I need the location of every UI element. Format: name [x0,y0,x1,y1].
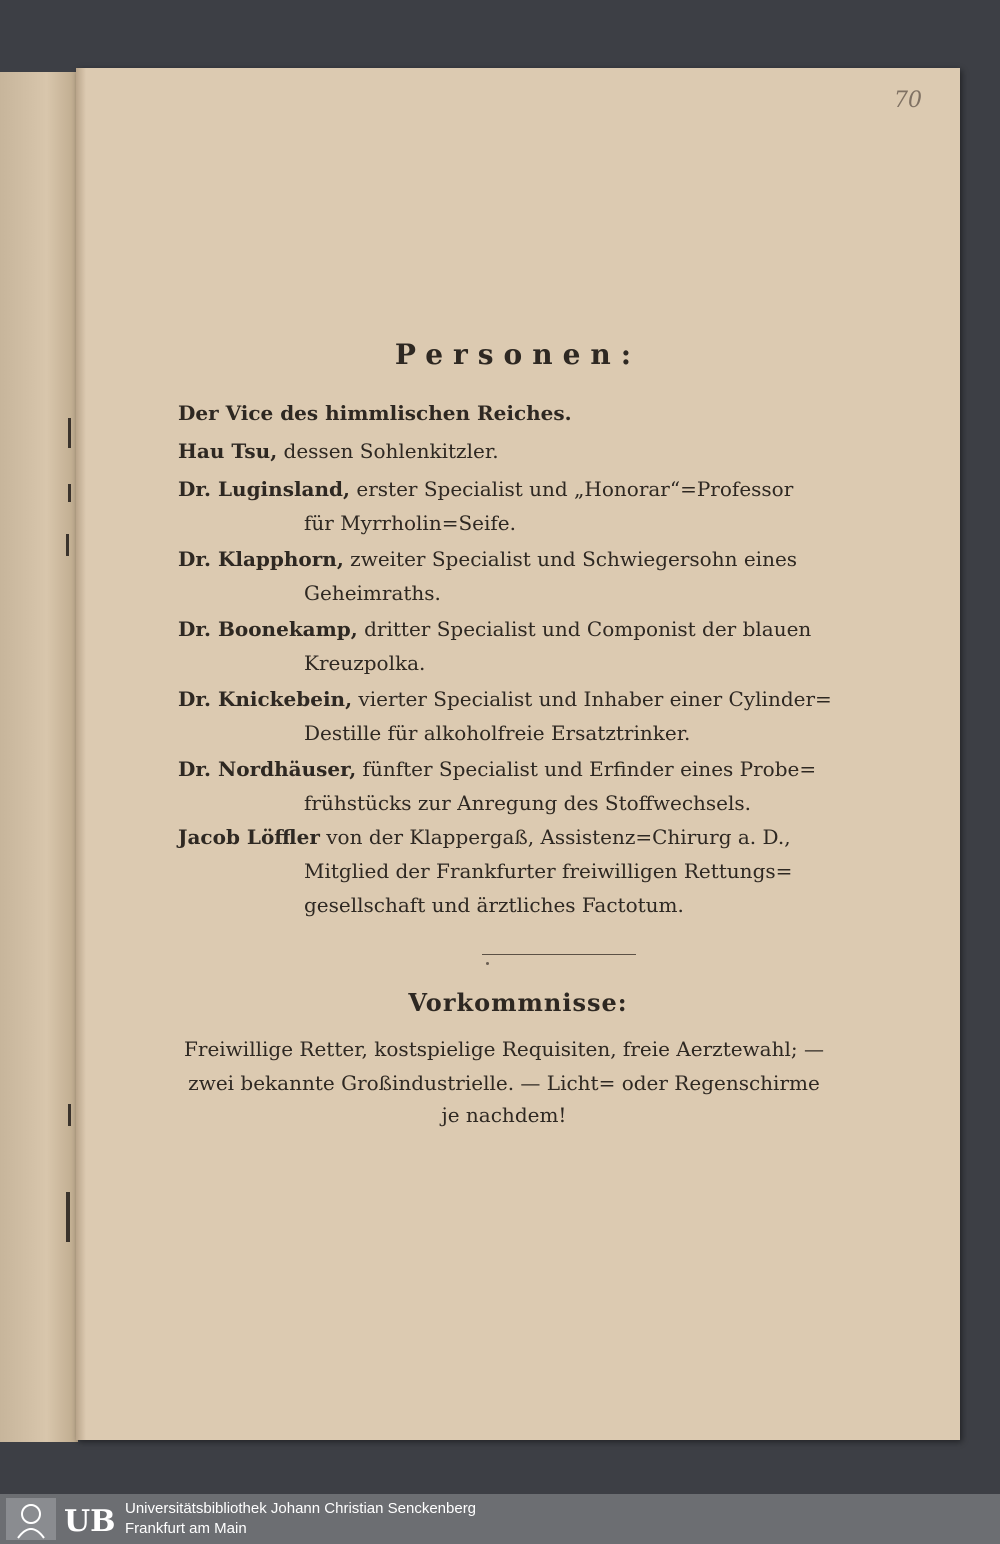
divider-dot [486,962,489,965]
binding-mark [68,484,71,502]
cast-line-continuation: Mitglied der Frankfurter freiwilligen Rettungs= [304,859,793,883]
vorkommnisse-line: je nachdem! [441,1103,567,1127]
binding-mark [68,418,71,448]
binding-mark [68,1104,71,1126]
footer-line-2: Frankfurt am Main [125,1520,247,1537]
cast-line-continuation: Destille für alkoholfreie Ersatztrinker. [304,721,691,745]
library-footer [0,1494,1000,1544]
vorkommnisse-line: zwei bekannte Großindustrielle. — Licht= oder Regenschirme [188,1071,820,1095]
cast-line-continuation: frühstücks zur Anregung des Stoffwechsels. [304,791,752,815]
vorkommnisse-heading: Vorkommnisse: [408,988,628,1017]
cast-line: Jacob Löffler von der Klappergaß, Assistenz=Chirurg a. D., [178,825,791,849]
binding-mark [66,534,69,556]
book-page [76,68,960,1440]
footer-text [125,1499,476,1539]
binding-mark [66,1192,70,1242]
cast-line-continuation: für Myrrholin=Seife. [304,511,516,535]
section-divider [482,954,636,955]
cast-line-continuation: Kreuzpolka. [304,651,426,675]
cast-line-continuation: gesellschaft und ärztliches Factotum. [304,893,684,917]
cast-line: Dr. Boonekamp, dritter Specialist und Componist der blauen [178,617,812,641]
cast-line: Dr. Klapphorn, zweiter Specialist und Schwiegersohn eines [178,547,798,571]
footer-line-1: Universitätsbibliothek Johann Christian Senckenberg [125,1500,477,1517]
library-logo [6,1498,116,1540]
vorkommnisse-line: Freiwillige Retter, kostspielige Requisiten, freie Aerztewahl; — [184,1037,824,1061]
cast-line-continuation: Geheimraths. [304,581,441,605]
logo-lettering: UB [64,1504,116,1539]
cast-line: Dr. Nordhäuser, fünfter Specialist und Erfinder eines Probe= [178,757,817,781]
cast-line: Dr. Luginsland, erster Specialist und „Honorar“=Professor [178,477,794,501]
folio-number: 70 [894,88,922,113]
cast-line: Der Vice des himmlischen Reiches. [178,401,572,425]
cast-line: Dr. Knickebein, vierter Specialist und Inhaber einer Cylinder= [178,687,832,711]
personen-heading: Personen: [394,338,642,371]
cast-line: Hau Tsu, dessen Sohlenkitzler. [178,439,499,463]
facing-page-edge [0,72,78,1442]
